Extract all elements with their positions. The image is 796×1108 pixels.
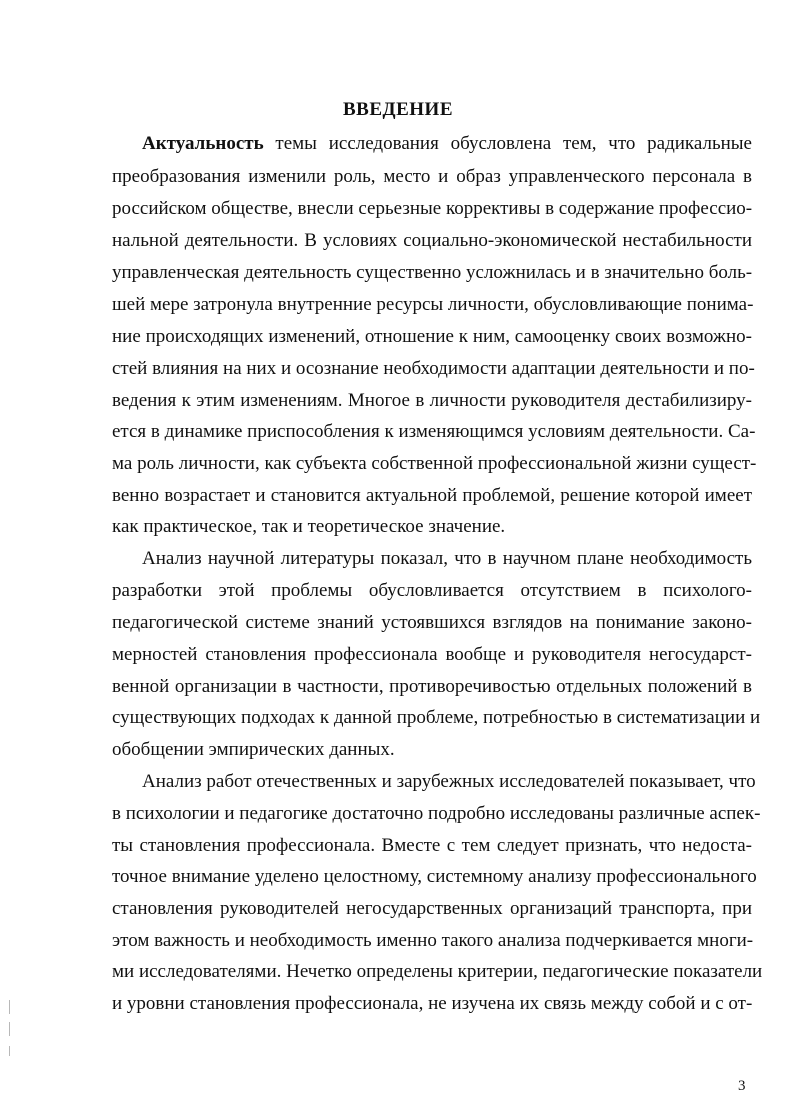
paragraph-2-line-3: педагогической системе знаний устоявшихся взглядов на понимание законо- (112, 612, 752, 633)
paragraph-1-line-5: управленческая деятельность существенно усложнилась и в значительно боль- (112, 262, 753, 283)
paragraph-2-line-6: существующих подходах к данной проблеме, потребностью в систематизации и (112, 707, 761, 728)
paragraph-3-line-1: Анализ работ отечественных и зарубежных исследователей показывает, что (142, 771, 756, 792)
scan-margin-mark (9, 1046, 10, 1056)
paragraph-2-line-2: разработки этой проблемы обусловливается отсутствием в психолого- (112, 580, 752, 601)
paragraph-1-line-11: ма роль личности, как субъекта собственной профессиональной жизни сущест- (112, 453, 757, 474)
paragraph-2-line-5: венной организации в частности, противоречивостью отдельных положений в (112, 676, 752, 697)
paragraph-3-line-7: ми исследователями. Нечетко определены критерии, педагогические показатели (112, 961, 763, 982)
paragraph-3-line-3: ты становления профессионала. Вместе с тем следует признать, что недоста- (112, 835, 752, 856)
paragraph-1-line-10: ется в динамике приспособления к изменяющимся условиям деятельности. Са- (112, 421, 756, 442)
paragraph-3-line-6: этом важность и необходимость именно такого анализа подчеркивается многи- (112, 930, 754, 951)
paragraph-1-line-12: венно возрастает и становится актуальной проблемой, решение которой имеет (112, 485, 752, 506)
paragraph-1-line-6: шей мере затронула внутренние ресурсы личности, обусловливающие понима- (112, 294, 754, 315)
paragraph-1-line-8: стей влияния на них и осознание необходимости адаптации деятельности и по- (112, 358, 755, 379)
paragraph-2-line-4: мерностей становления профессионала вообще и руководителя негосударст- (112, 644, 752, 665)
paragraph-3-line-8: и уровни становления профессионала, не изучена их связь между собой и с от- (112, 993, 753, 1014)
paragraph-1-line-9: ведения к этим изменениям. Многое в личности руководителя дестабилизиру- (112, 390, 752, 411)
line-text: темы исследования обусловлена тем, что радикальные (263, 133, 752, 154)
paragraph-3-line-5: становления руководителей негосударственных организаций транспорта, при (112, 898, 752, 919)
paragraph-1-line-13: как практическое, так и теоретическое значение. (112, 516, 506, 537)
bold-lead-term: Актуальность (142, 133, 264, 154)
paragraph-2-line-1: Анализ научной литературы показал, что в научном плане необходимость (142, 548, 752, 569)
page-number: 3 (738, 1078, 746, 1094)
scan-margin-mark (9, 1022, 10, 1036)
paragraph-1-line-1 (142, 133, 752, 155)
paragraph-3-line-4: точное внимание уделено целостному, системному анализу профессионального (112, 866, 757, 887)
paragraph-2-line-7: обобщении эмпирических данных. (112, 739, 395, 760)
section-heading: ВВЕДЕНИЕ (343, 99, 453, 120)
paragraph-1-line-3: российском обществе, внесли серьезные коррективы в содержание профессио- (112, 198, 753, 219)
paragraph-1-line-4: нальной деятельности. В условиях социально-экономической нестабильности (112, 230, 752, 251)
paragraph-1-line-2: преобразования изменили роль, место и образ управленческого персонала в (112, 166, 752, 187)
paragraph-1-line-7: ние происходящих изменений, отношение к ним, самооценку своих возможно- (112, 326, 752, 347)
paragraph-3-line-2: в психологии и педагогике достаточно подробно исследованы различные аспек- (112, 803, 761, 824)
scan-margin-mark (9, 1000, 10, 1014)
